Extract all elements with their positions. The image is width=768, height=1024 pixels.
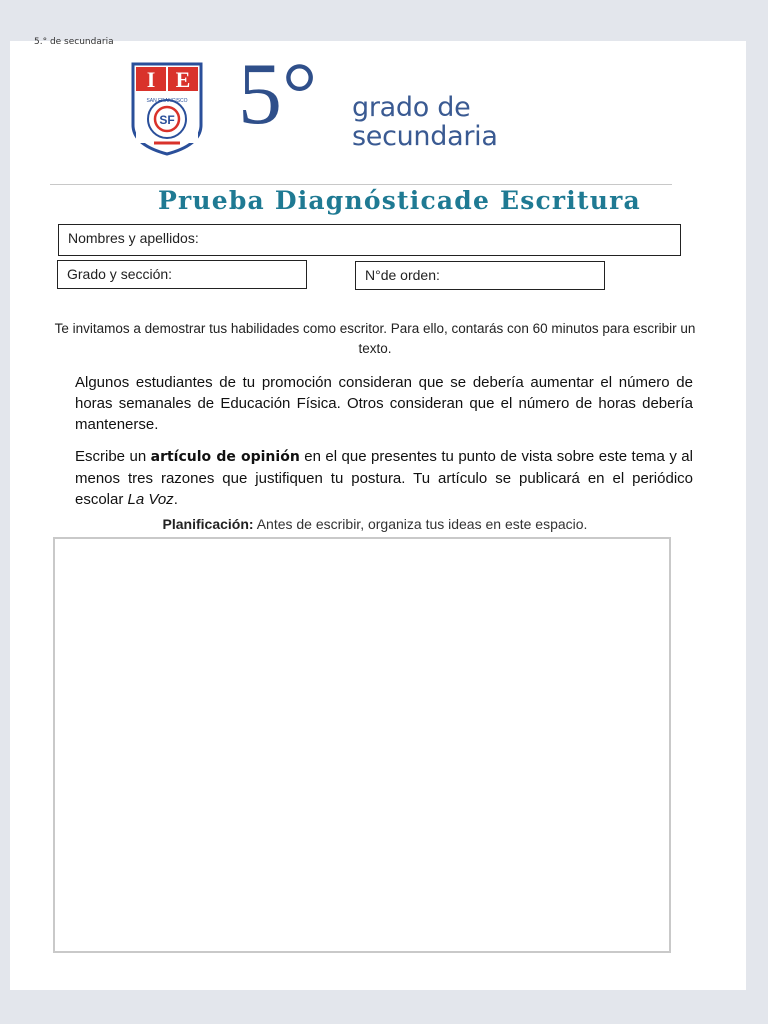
grade-section-label: Grado y sección: — [67, 266, 173, 282]
grade-section-field[interactable] — [57, 260, 307, 289]
planning-text: Antes de escribir, organiza tus ideas en este espacio. — [253, 516, 588, 532]
grade-line-2: secundaria — [352, 121, 498, 152]
prompt-paragraph-1: Algunos estudiantes de tu promoción consideran que se debería aumentar el número de horas semanales de Educación Física. Otros consideran que el número de horas debería mantenerse. — [75, 374, 693, 433]
p2-term: artículo de opinión — [150, 449, 300, 465]
crest-monogram: SF — [159, 113, 175, 127]
grade-caption — [352, 93, 498, 151]
planning-space[interactable] — [53, 537, 671, 953]
crest-ring-text: SAN FRANCISCO — [146, 98, 188, 104]
p2-newspaper: La Voz — [127, 491, 174, 508]
order-number-field[interactable] — [355, 261, 605, 290]
names-field[interactable] — [58, 224, 681, 256]
grade-number: 5° — [238, 46, 318, 143]
crest-letter-i: I — [146, 67, 156, 92]
p2-mid: en el que presentes tu punto de vista sobre este tema y al menos tres razones que justifiquen tu postura. Tu artículo se publicará en el periódico escolar — [75, 448, 693, 508]
header-divider — [50, 184, 672, 185]
header-note: 5.° de secundaria — [34, 37, 114, 47]
order-number-label: N°de orden: — [365, 267, 440, 283]
intro-text: Te invitamos a demostrar tus habilidades como escritor. Para ello, contarás con 60 minutos para escribir un texto. — [54, 321, 696, 356]
p2-end: . — [173, 491, 178, 508]
names-label: Nombres y apellidos: — [68, 230, 199, 246]
document-title: Prueba Diagnósticade Escritura — [158, 186, 641, 215]
planning-label: Planificación: — [162, 516, 254, 532]
crest-letter-e: E — [175, 67, 191, 92]
grade-line-1: grado de — [352, 92, 471, 123]
document-page — [10, 37, 746, 990]
school-crest-logo — [130, 61, 204, 157]
prompt-paragraph-2 — [75, 446, 693, 510]
p2-pre: Escribe un — [75, 448, 151, 465]
planning-instruction — [50, 516, 700, 532]
